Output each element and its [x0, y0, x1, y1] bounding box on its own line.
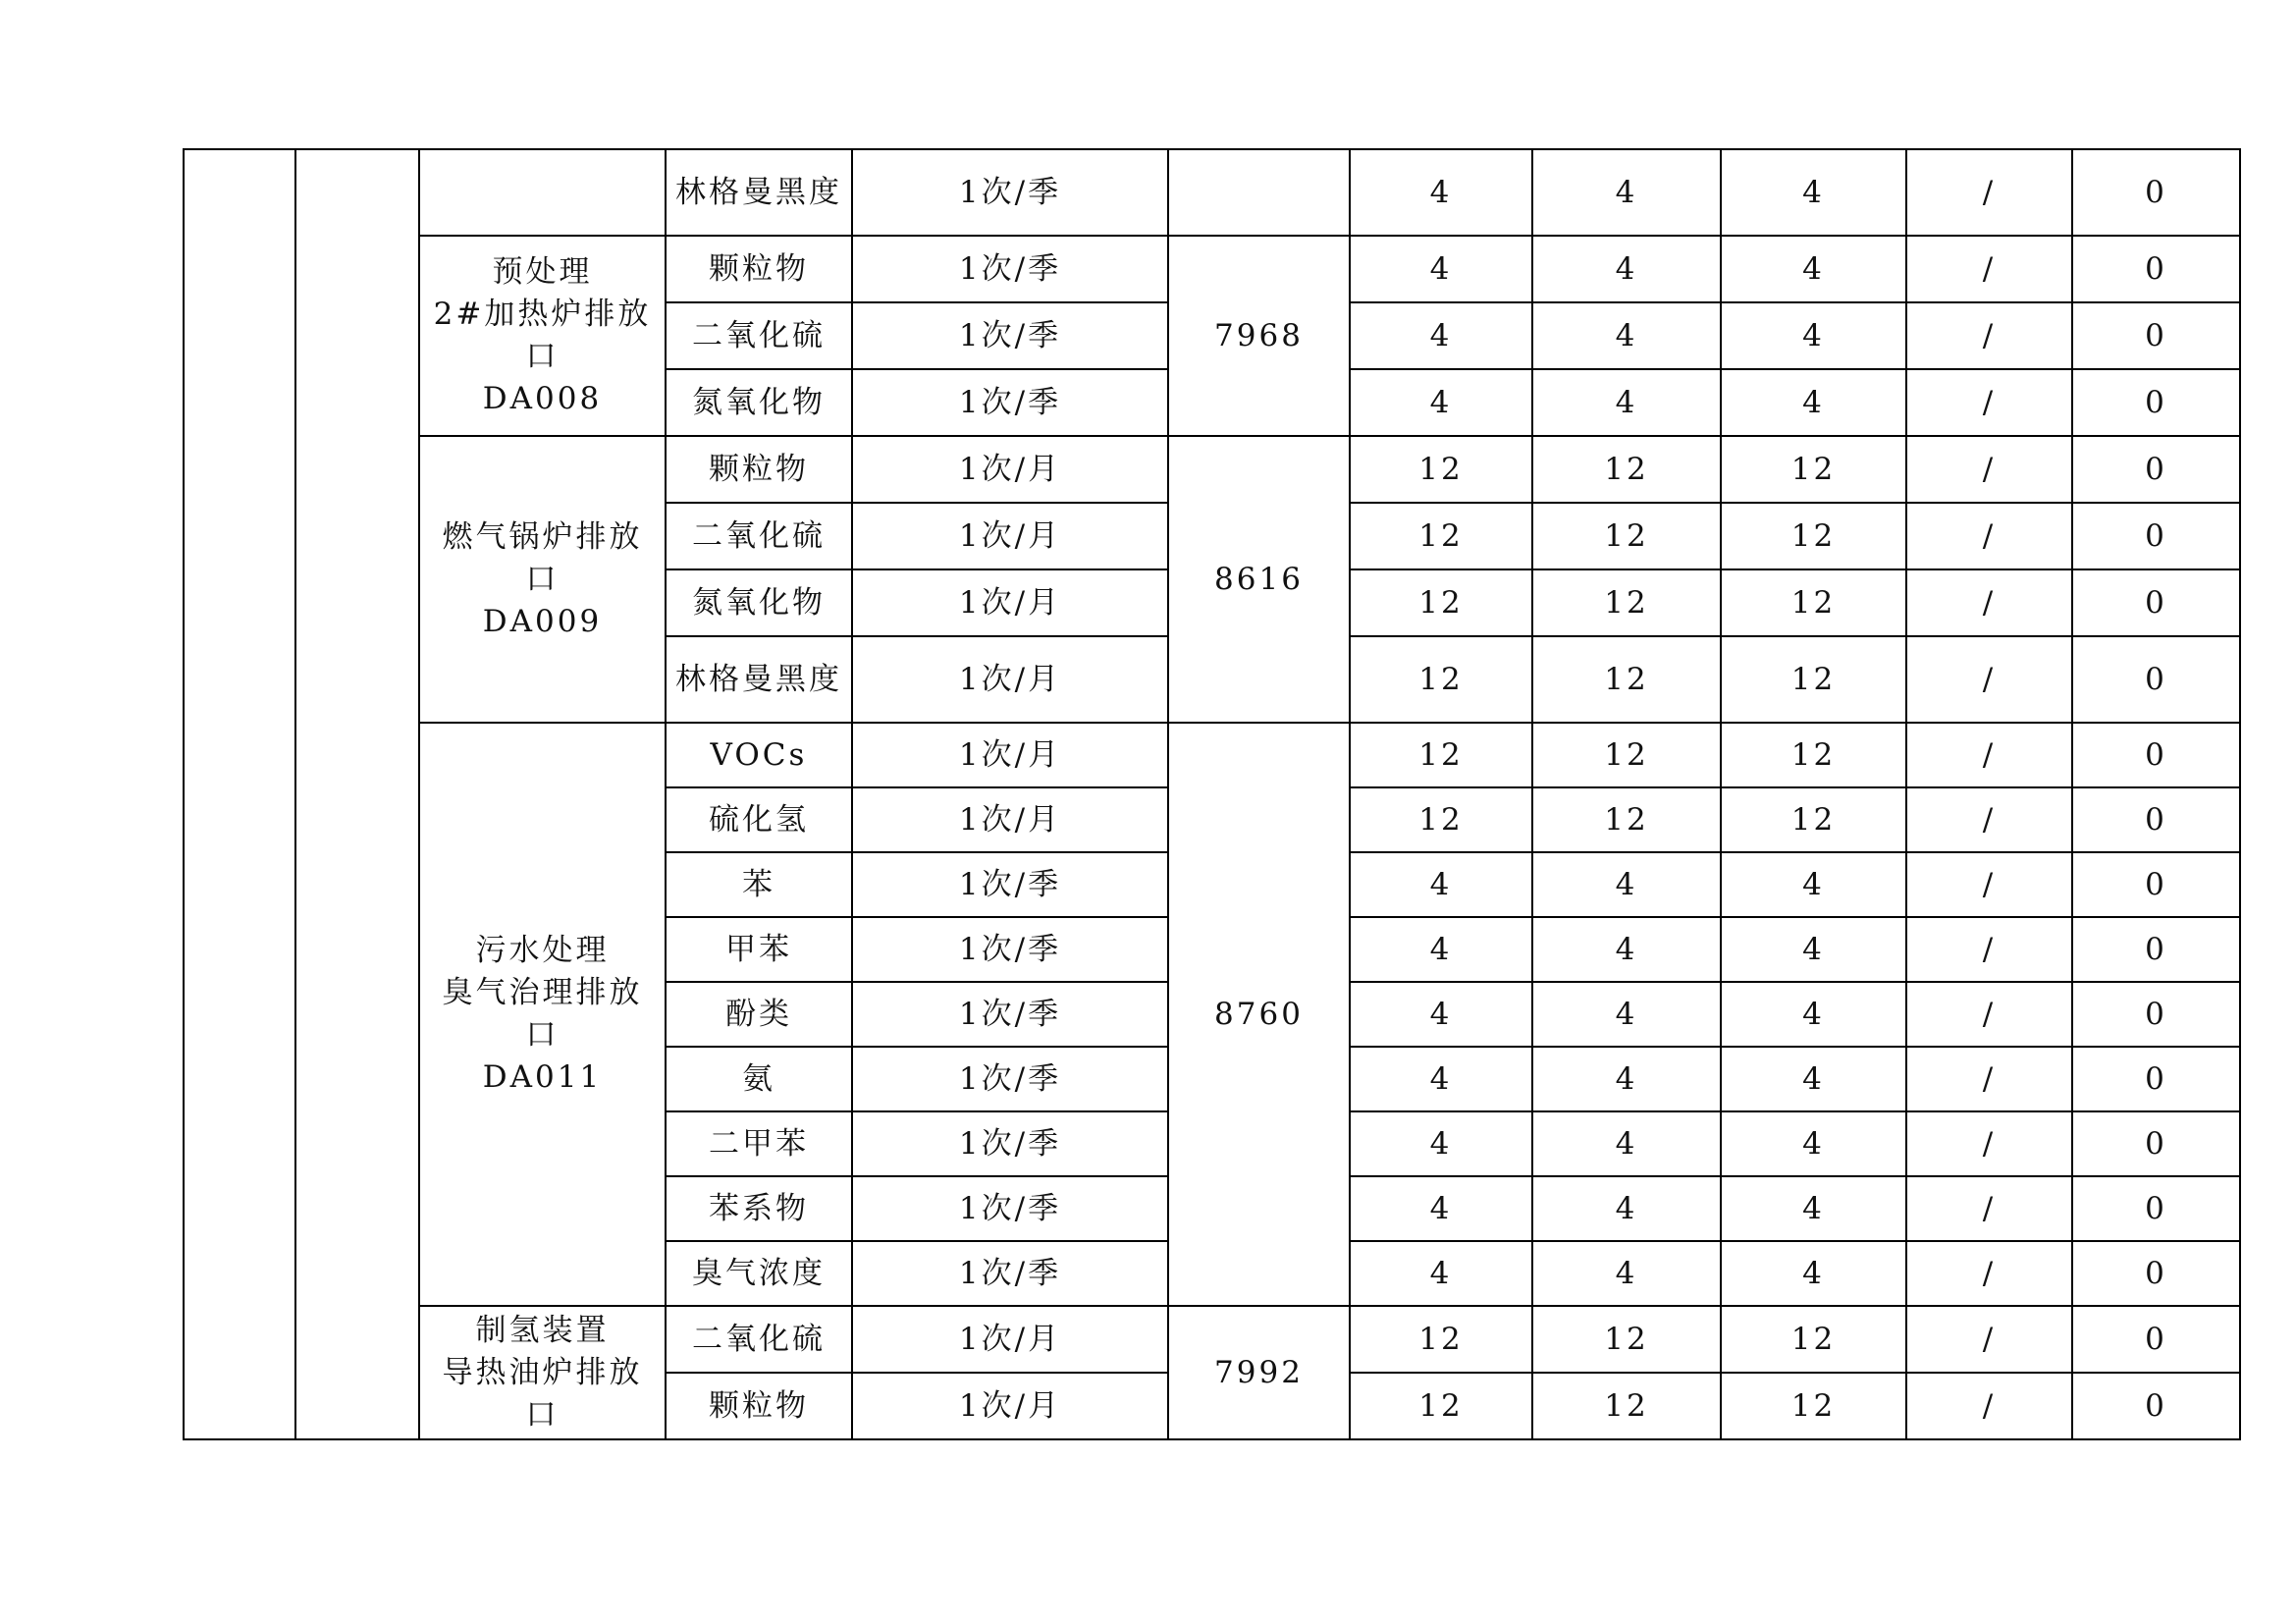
count-cell-2: 4 [1532, 1176, 1721, 1241]
table-row [184, 236, 2240, 302]
outlet-name-line: 口 [525, 561, 560, 597]
count-cell-3: 12 [1721, 787, 1906, 852]
count-cell-2: 4 [1532, 852, 1721, 917]
count-cell-1: 4 [1350, 236, 1532, 302]
count-cell-2: 4 [1532, 917, 1721, 982]
count-cell-5: 0 [2072, 1111, 2240, 1176]
count-cell-4: / [1906, 852, 2072, 917]
count-cell-1: 12 [1350, 1306, 1532, 1373]
count-cell-1: 4 [1350, 369, 1532, 436]
pollutant-cell: 酚类 [666, 982, 852, 1047]
count-cell-2: 12 [1532, 569, 1721, 636]
outlet-name-line: 燃气锅炉排放 [442, 518, 643, 555]
blank-subcategory-cell [295, 149, 419, 1439]
count-cell-4: / [1906, 569, 2072, 636]
outlet-name-line: 2#加热炉排放 [433, 297, 652, 332]
count-cell-5: 0 [2072, 503, 2240, 569]
count-cell-2: 12 [1532, 723, 1721, 787]
frequency-cell: 1次/月 [852, 1306, 1168, 1373]
blank-category-cell [184, 149, 295, 1439]
outlet-cell [419, 236, 666, 436]
frequency-cell: 1次/月 [852, 787, 1168, 852]
outlet-name-line: DA008 [482, 381, 603, 416]
pollutant-cell: 甲苯 [666, 917, 852, 982]
count-cell-1: 4 [1350, 1176, 1532, 1241]
count-cell-4: / [1906, 1373, 2072, 1439]
frequency-cell: 1次/季 [852, 369, 1168, 436]
count-cell-3: 12 [1721, 436, 1906, 503]
pollutant-cell: 颗粒物 [666, 436, 852, 503]
count-cell-5: 0 [2072, 852, 2240, 917]
hours-cell: 7968 [1168, 236, 1350, 436]
count-cell-5: 0 [2072, 436, 2240, 503]
table-row [184, 1306, 2240, 1373]
count-cell-1: 4 [1350, 1111, 1532, 1176]
count-cell-1: 4 [1350, 917, 1532, 982]
count-cell-2: 4 [1532, 982, 1721, 1047]
count-cell-4: / [1906, 723, 2072, 787]
count-cell-2: 4 [1532, 369, 1721, 436]
pollutant-cell: 二甲苯 [666, 1111, 852, 1176]
hours-cell: 8760 [1168, 723, 1350, 1306]
count-cell-4: / [1906, 917, 2072, 982]
count-cell-4: / [1906, 436, 2072, 503]
table-body [184, 149, 2240, 1439]
count-cell-1: 12 [1350, 569, 1532, 636]
frequency-cell: 1次/月 [852, 503, 1168, 569]
count-cell-1: 12 [1350, 787, 1532, 852]
outlet-name-line: DA011 [482, 1059, 603, 1095]
count-cell-3: 4 [1721, 1241, 1906, 1306]
hours-cell: 8616 [1168, 436, 1350, 723]
count-cell-4: / [1906, 1111, 2072, 1176]
count-cell-2: 4 [1532, 1241, 1721, 1306]
count-cell-5: 0 [2072, 1176, 2240, 1241]
count-cell-3: 4 [1721, 982, 1906, 1047]
count-cell-1: 4 [1350, 1241, 1532, 1306]
count-cell-5: 0 [2072, 787, 2240, 852]
count-cell-4: / [1906, 1241, 2072, 1306]
table-row [184, 149, 2240, 236]
count-cell-3: 12 [1721, 1306, 1906, 1373]
count-cell-5: 0 [2072, 636, 2240, 723]
count-cell-2: 4 [1532, 149, 1721, 236]
pollutant-cell: 氮氧化物 [666, 569, 852, 636]
count-cell-1: 12 [1350, 1373, 1532, 1439]
frequency-cell: 1次/季 [852, 1047, 1168, 1111]
count-cell-4: / [1906, 1306, 2072, 1373]
count-cell-4: / [1906, 787, 2072, 852]
count-cell-3: 4 [1721, 149, 1906, 236]
count-cell-3: 4 [1721, 852, 1906, 917]
frequency-cell: 1次/季 [852, 917, 1168, 982]
count-cell-4: / [1906, 1176, 2072, 1241]
outlet-cell [419, 149, 666, 236]
count-cell-1: 4 [1350, 302, 1532, 369]
outlet-name-line: DA009 [482, 603, 603, 639]
count-cell-2: 12 [1532, 1306, 1721, 1373]
count-cell-3: 4 [1721, 1047, 1906, 1111]
count-cell-2: 4 [1532, 236, 1721, 302]
count-cell-5: 0 [2072, 369, 2240, 436]
count-cell-5: 0 [2072, 569, 2240, 636]
count-cell-3: 4 [1721, 236, 1906, 302]
pollutant-cell: 臭气浓度 [666, 1241, 852, 1306]
count-cell-3: 4 [1721, 1176, 1906, 1241]
count-cell-2: 4 [1532, 1111, 1721, 1176]
count-cell-3: 12 [1721, 503, 1906, 569]
count-cell-5: 0 [2072, 1047, 2240, 1111]
pollutant-cell: 二氧化硫 [666, 503, 852, 569]
pollutant-cell: 二氧化硫 [666, 302, 852, 369]
pollutant-cell: 二氧化硫 [666, 1306, 852, 1373]
count-cell-4: / [1906, 236, 2072, 302]
count-cell-3: 12 [1721, 1373, 1906, 1439]
outlet-name-line: 臭气治理排放 [442, 975, 643, 1010]
pollutant-cell: 林格曼黑度 [666, 149, 852, 236]
pollutant-cell: 氮氧化物 [666, 369, 852, 436]
count-cell-2: 12 [1532, 1373, 1721, 1439]
count-cell-2: 12 [1532, 636, 1721, 723]
outlet-name-line: 口 [525, 339, 560, 374]
frequency-cell: 1次/月 [852, 636, 1168, 723]
outlet-cell [419, 723, 666, 1306]
outlet-name-line: 预处理 [492, 254, 593, 290]
count-cell-2: 12 [1532, 787, 1721, 852]
frequency-cell: 1次/季 [852, 982, 1168, 1047]
count-cell-2: 4 [1532, 1047, 1721, 1111]
count-cell-1: 12 [1350, 503, 1532, 569]
frequency-cell: 1次/季 [852, 852, 1168, 917]
pollutant-cell: 林格曼黑度 [666, 636, 852, 723]
count-cell-5: 0 [2072, 917, 2240, 982]
outlet-name-line: 污水处理 [475, 933, 610, 968]
count-cell-3: 12 [1721, 636, 1906, 723]
outlet-name-line: 口 [525, 1017, 560, 1053]
count-cell-1: 12 [1350, 723, 1532, 787]
monitoring-table [183, 148, 2241, 1440]
outlet-name-line: 口 [525, 1396, 560, 1433]
outlet-cell [419, 436, 666, 723]
pollutant-cell: VOCs [666, 723, 852, 787]
count-cell-4: / [1906, 149, 2072, 236]
outlet-cell [419, 1306, 666, 1439]
count-cell-5: 0 [2072, 1306, 2240, 1373]
count-cell-2: 4 [1532, 302, 1721, 369]
count-cell-1: 4 [1350, 1047, 1532, 1111]
count-cell-1: 4 [1350, 982, 1532, 1047]
count-cell-3: 4 [1721, 1111, 1906, 1176]
count-cell-5: 0 [2072, 982, 2240, 1047]
pollutant-cell: 苯系物 [666, 1176, 852, 1241]
count-cell-1: 4 [1350, 852, 1532, 917]
hours-cell [1168, 149, 1350, 236]
table-row [184, 723, 2240, 787]
count-cell-1: 4 [1350, 149, 1532, 236]
frequency-cell: 1次/季 [852, 302, 1168, 369]
count-cell-4: / [1906, 302, 2072, 369]
count-cell-1: 12 [1350, 636, 1532, 723]
count-cell-5: 0 [2072, 302, 2240, 369]
count-cell-4: / [1906, 1047, 2072, 1111]
count-cell-4: / [1906, 369, 2072, 436]
count-cell-1: 12 [1350, 436, 1532, 503]
outlet-name-line: 制氢装置 [475, 1312, 610, 1348]
count-cell-3: 4 [1721, 302, 1906, 369]
count-cell-2: 12 [1532, 503, 1721, 569]
pollutant-cell: 硫化氢 [666, 787, 852, 852]
count-cell-5: 0 [2072, 1373, 2240, 1439]
frequency-cell: 1次/季 [852, 1176, 1168, 1241]
pollutant-cell: 氨 [666, 1047, 852, 1111]
count-cell-3: 12 [1721, 723, 1906, 787]
pollutant-cell: 颗粒物 [666, 236, 852, 302]
count-cell-3: 12 [1721, 569, 1906, 636]
count-cell-2: 12 [1532, 436, 1721, 503]
count-cell-5: 0 [2072, 1241, 2240, 1306]
count-cell-3: 4 [1721, 369, 1906, 436]
count-cell-5: 0 [2072, 723, 2240, 787]
frequency-cell: 1次/季 [852, 1241, 1168, 1306]
outlet-name-line: 导热油炉排放 [442, 1354, 643, 1390]
frequency-cell: 1次/季 [852, 236, 1168, 302]
count-cell-3: 4 [1721, 917, 1906, 982]
pollutant-cell: 苯 [666, 852, 852, 917]
frequency-cell: 1次/月 [852, 436, 1168, 503]
count-cell-4: / [1906, 982, 2072, 1047]
frequency-cell: 1次/月 [852, 1373, 1168, 1439]
pollutant-cell: 颗粒物 [666, 1373, 852, 1439]
table-row [184, 436, 2240, 503]
frequency-cell: 1次/月 [852, 723, 1168, 787]
hours-cell: 7992 [1168, 1306, 1350, 1439]
count-cell-4: / [1906, 503, 2072, 569]
frequency-cell: 1次/月 [852, 569, 1168, 636]
count-cell-5: 0 [2072, 236, 2240, 302]
count-cell-4: / [1906, 636, 2072, 723]
frequency-cell: 1次/季 [852, 1111, 1168, 1176]
frequency-cell: 1次/季 [852, 149, 1168, 236]
count-cell-5: 0 [2072, 149, 2240, 236]
